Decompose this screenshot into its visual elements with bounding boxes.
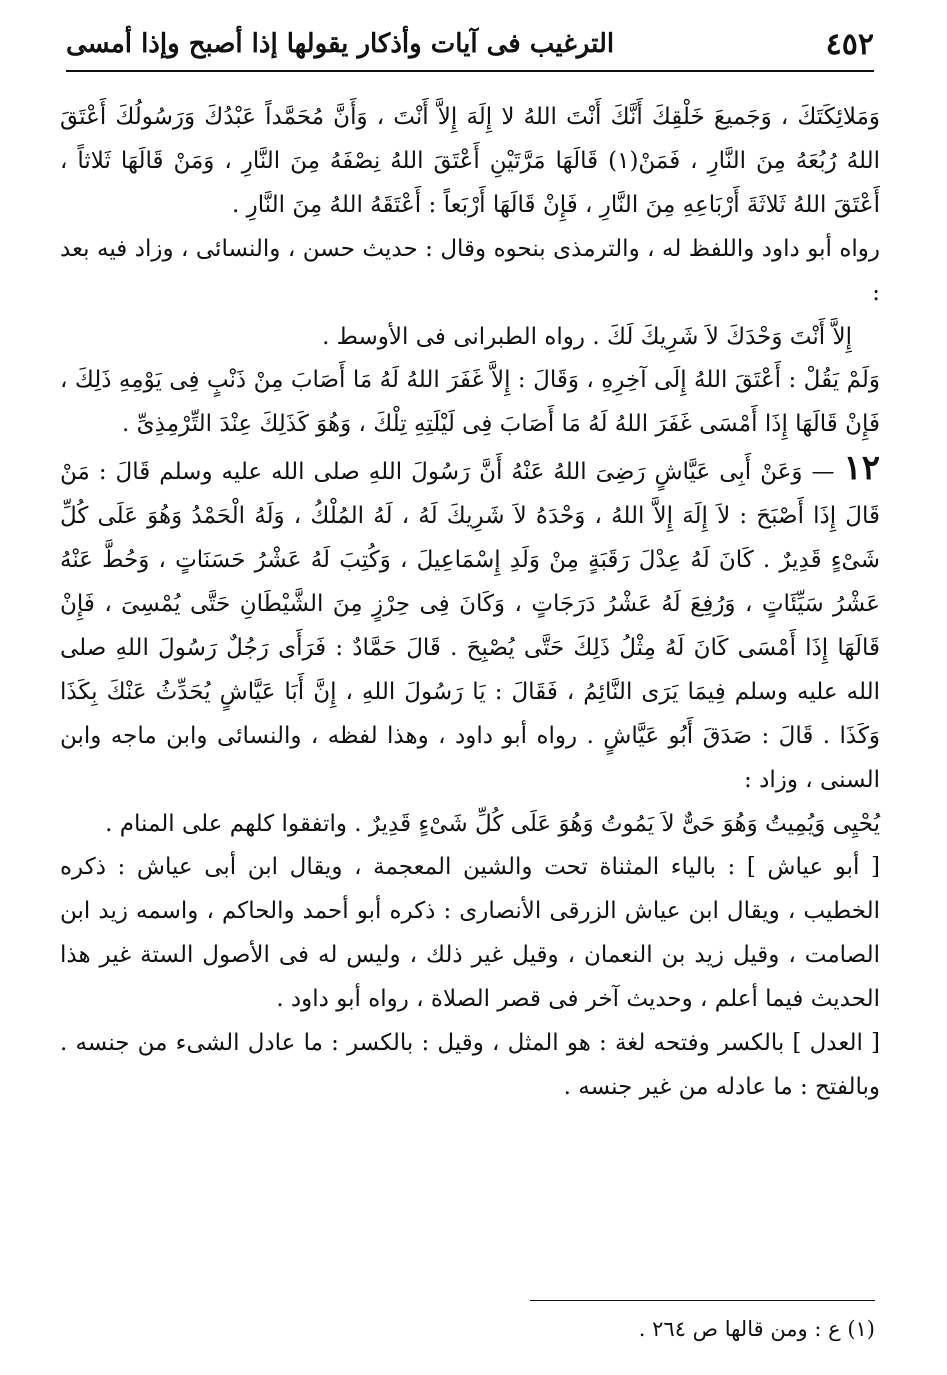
running-title: الترغيب فى آيات وأذكار يقولها إذا أصبح وإذا أمسى xyxy=(66,29,615,59)
paragraph-note-abu-ayyash: [ أبو عياش ] : بالياء المثناة تحت والشين المعجمة ، ويقال ابن أبى عياش : ذكره الخطيب ، ويقال ابن عياش الزرقى الأنصارى : ذكره أبو أحمد والحاكم ، واسمه زيد ابن الصامت ، وقيل زيد بن النعمان ، وقيل غير ذلك ، وليس له فى الأصول الستة غير هذا الحديث فيما أعلم ، وحديث آخر فى قصر الصلاة ، رواه أبو داود . xyxy=(60,854,880,1013)
paragraph-narration-abu-dawud: رواه أبو داود واللفظ له ، والترمذى بنحوه وقال : حديث حسن ، والنسائى ، وزاد فيه بعد : xyxy=(60,235,880,306)
paragraph-tirmidhi-variant: وَلَمْ يَقُلْ : أَعْتَقَ اللهُ إِلَى آخِرِهِ ، وَقَالَ : إِلاَّ غَفَرَ اللهُ لَهُ مَا أَصَابَ مِنْ ذَنْبٍ فِى يَوْمِهِ ذَلِكَ ، فَإِنْ قَالَهَا إِذَا أَمْسَى غَفَرَ اللهُ لَهُ مَا أَصَابَ فِى لَيْلَتِهِ تِلْكَ ، وَهُوَ كَذَلِكَ عِنْدَ التِّرْمِذِىِّ . xyxy=(60,367,880,438)
paragraph-hadith-12 xyxy=(60,447,880,802)
hadith-12-text: — وَعَنْ أَبِى عَيَّاشٍ رَضِىَ اللهُ عَنْهُ أَنَّ رَسُولَ اللهِ صلى الله عليه وسلم قَالَ : مَنْ قَالَ إِذَا أَصْبَحَ : لاَ إِلَهَ إِلاَّ اللهُ ، وَحْدَهُ لاَ شَرِيكَ لَهُ ، لَهُ المُلْكُ ، وَلَهُ الْحَمْدُ وَهُوَ عَلَى كُلِّ شَىْءٍ قَدِيرٌ . كَانَ لَهُ عِدْلَ رَقَبَةٍ مِنْ وَلَدِ إِسْمَاعِيلَ ، وَكُتِبَ لَهُ عَشْرُ حَسَنَاتٍ ، وَحُطَّ عَنْهُ عَشْرُ سَيِّئَاتٍ ، وَرُفِعَ لَهُ عَشْرُ دَرَجَاتٍ ، وَكَانَ فِى حِرْزٍ مِنَ الشَّيْطَانِ حَتَّى يُمْسِىَ ، فَإِنْ قَالَهَا إِذَا أَمْسَى كَانَ لَهُ مِثْلُ ذَلِكَ حَتَّى يُصْبِحَ . قَالَ حَمَّادٌ : فَرَأَى رَجُلٌ رَسُولَ اللهِ صلى الله عليه وسلم فِيمَا يَرَى النَّائِمُ ، فَقَالَ : يَا رَسُولَ اللهِ ، إِنَّ أَبَا عَيَّاشٍ يُحَدِّثُ عَنْكَ بِكَذَا وَكَذَا . قَالَ : صَدَقَ أَبُو عَيَّاشٍ . رواه أبو داود ، وهذا لفظه ، والنسائى وابن ماجه وابن السنى ، وزاد : xyxy=(60,459,880,793)
page-header xyxy=(66,22,874,66)
header-rule xyxy=(66,70,874,72)
paragraph-tabarani-addition: إِلاَّ أَنْتَ وَحْدَكَ لاَ شَرِيكَ لَكَ . رواه الطبرانى فى الأوسط . xyxy=(322,323,852,350)
page-number: ٤٥٢ xyxy=(825,26,874,62)
hadith-number: ١٢ xyxy=(843,448,880,489)
paragraph-note-al-adl: [ العدل ] بالكسر وفتحه لغة : هو المثل ، وقيل : بالكسر : ما عادل الشىء من جنسه . وبالفتح : ما عادله من غير جنسه . xyxy=(60,1030,880,1100)
body-text xyxy=(60,96,880,1110)
paragraph-additional-wording: يُحْيِى وَيُمِيتُ وَهُوَ حَىٌّ لاَ يَمُوتُ وَهُوَ عَلَى كُلِّ شَىْءٍ قَدِيرٌ . واتفقوا كلهم على المنام . xyxy=(105,810,880,837)
footnote: (١) ع : ومن قالها ص ٢٦٤ . xyxy=(638,1317,875,1341)
footnote-rule xyxy=(530,1300,875,1301)
paragraph-prayer-ending: وَمَلائِكَتَكَ ، وَجَميعَ خَلْقِكَ أَنَّكَ أَنْتَ اللهُ لا إِلَهَ إِلاَّ أَنْتَ ، وَأَنَّ مُحَمَّداً عَبْدُكَ وَرَسُولُكَ أَعْتَقَ اللهُ رُبُعَهُ مِنَ النَّارِ ، فَمَنْ(١) قَالَهَا مَرَّتَيْنِ أَعْتَقَ اللهُ نِصْفَهُ مِنَ النَّارِ ، وَمَنْ قَالَهَا ثَلاثاً ، أَعْتَقَ اللهُ ثَلاثَةَ أَرْبَاعِهِ مِنَ النَّارِ ، فَإِنْ قَالَهَا أَرْبَعاً : أَعْتَقَهُ اللهُ مِنَ النَّارِ . xyxy=(60,104,881,218)
